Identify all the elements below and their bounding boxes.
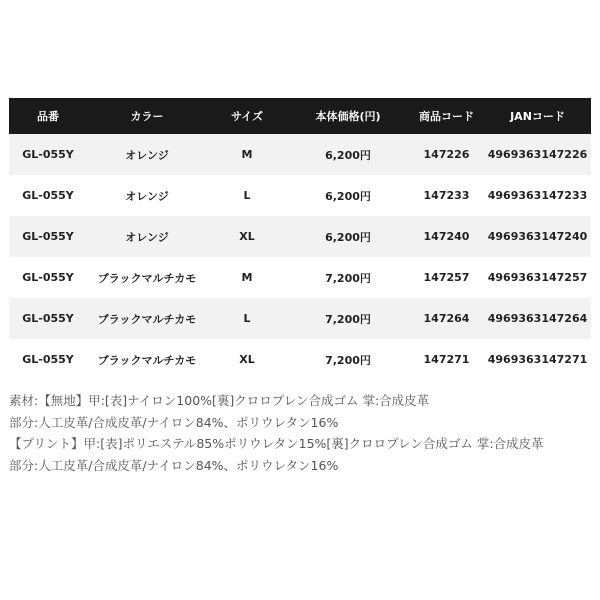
table-row [9, 134, 591, 175]
cell-color: オレンジ [87, 216, 207, 257]
header-product-code: 商品コード [409, 98, 484, 134]
cell-product-code: 147233 [409, 175, 484, 216]
header-price: 本体価格(円) [287, 98, 409, 134]
cell-product-code: 147226 [409, 134, 484, 175]
cell-product-code: 147257 [409, 257, 484, 298]
cell-size: XL [207, 216, 287, 257]
header-product-number: 品番 [9, 98, 87, 134]
cell-product-number: GL-055Y [9, 298, 87, 339]
material-note-line: 素材:【無地】甲:[表]ナイロン100%[裏]クロロプレン合成ゴム 掌:合成皮革 [9, 393, 430, 408]
table-row [9, 298, 591, 339]
cell-color: ブラックマルチカモ [87, 298, 207, 339]
header-size: サイズ [207, 98, 287, 134]
table-row [9, 339, 591, 380]
cell-product-number: GL-055Y [9, 257, 87, 298]
cell-price: 7,200円 [287, 257, 409, 298]
cell-price: 6,200円 [287, 216, 409, 257]
material-notes [9, 390, 594, 476]
cell-size: L [207, 175, 287, 216]
cell-product-number: GL-055Y [9, 216, 87, 257]
cell-color: ブラックマルチカモ [87, 339, 207, 380]
cell-size: M [207, 257, 287, 298]
cell-jan-code: 4969363147226 [484, 134, 591, 175]
cell-jan-code: 4969363147257 [484, 257, 591, 298]
cell-price: 6,200円 [287, 175, 409, 216]
table-row [9, 175, 591, 216]
table-row [9, 257, 591, 298]
cell-product-code: 147240 [409, 216, 484, 257]
table-row [9, 216, 591, 257]
cell-product-code: 147264 [409, 298, 484, 339]
cell-product-code: 147271 [409, 339, 484, 380]
table-header-row [9, 98, 591, 134]
header-jan-code: JANコード [484, 98, 591, 134]
material-note-line: 【プリント】甲:[表]ポリエステル85%ポリウレタン15%[裏]クロロプレン合成ゴム 掌:合成皮革 [9, 436, 544, 451]
cell-size: XL [207, 339, 287, 380]
cell-color: ブラックマルチカモ [87, 257, 207, 298]
cell-size: L [207, 298, 287, 339]
cell-product-number: GL-055Y [9, 339, 87, 380]
cell-price: 6,200円 [287, 134, 409, 175]
cell-color: オレンジ [87, 134, 207, 175]
cell-jan-code: 4969363147240 [484, 216, 591, 257]
cell-product-number: GL-055Y [9, 175, 87, 216]
material-note-line: 部分:人工皮革/合成皮革/ナイロン84%、ポリウレタン16% [9, 414, 339, 430]
cell-product-number: GL-055Y [9, 134, 87, 175]
header-color: カラー [87, 98, 207, 134]
cell-jan-code: 4969363147264 [484, 298, 591, 339]
cell-jan-code: 4969363147271 [484, 339, 591, 380]
spec-table [9, 98, 591, 380]
material-note-line: 部分:人工皮革/合成皮革/ナイロン84%、ポリウレタン16% [9, 457, 339, 473]
cell-color: オレンジ [87, 175, 207, 216]
cell-jan-code: 4969363147233 [484, 175, 591, 216]
cell-price: 7,200円 [287, 339, 409, 380]
cell-size: M [207, 134, 287, 175]
cell-price: 7,200円 [287, 298, 409, 339]
